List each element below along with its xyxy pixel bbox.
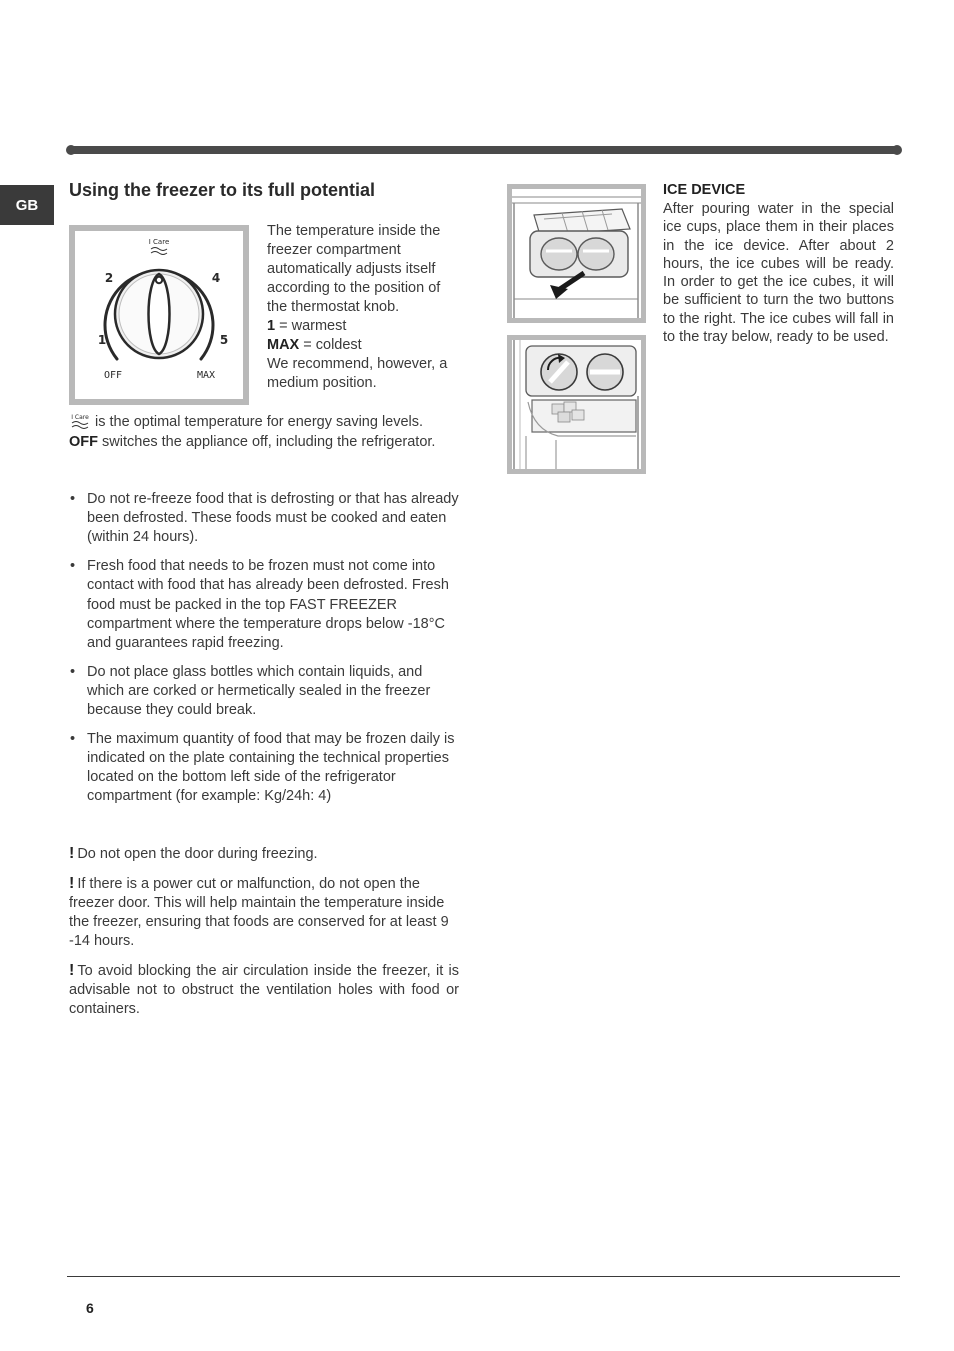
dial-mark-1: 1 [97, 333, 107, 347]
section-title: Using the freezer to its full potential [69, 180, 376, 200]
language-tab: GB [0, 185, 54, 225]
dial-mark-5: 5 [219, 333, 229, 347]
dial-grip [149, 274, 170, 354]
page-number: 6 [86, 1300, 94, 1316]
bottom-divider [67, 1276, 900, 1277]
off-key: OFF [69, 434, 98, 450]
icare-wave-icon [151, 248, 167, 251]
dial-off-label: OFF [103, 370, 123, 381]
warning-item [69, 874, 459, 952]
warning-item [69, 844, 459, 864]
dial-mark-4: 4 [211, 271, 221, 285]
dial-max-label: MAX [196, 370, 216, 381]
warnings [69, 844, 459, 1029]
warning-item [69, 961, 459, 1020]
ice-knobs-illustration [512, 340, 641, 469]
ice-knobs-figure [507, 335, 646, 474]
list-item: • Do not place glass bottles which contain liquids, and which are corked or hermetically sealed in the freezer because they could break. [69, 663, 459, 721]
icare-icon-label: I Care [71, 414, 89, 421]
thermostat-dial-illustration [75, 231, 243, 399]
thermostat-dial-figure [69, 225, 249, 405]
ice-device-title: ICE DEVICE [663, 182, 746, 198]
list-item: • The maximum quantity of food that may be frozen daily is indicated on the plate containing the technical properties located on the bottom left side of the refrigerator compartment (for example: Kg/24h: 4) [69, 730, 459, 807]
off-note-text: switches the appliance off, including the refrigerator. [98, 434, 436, 450]
ice-tray-figure [507, 184, 646, 323]
ice-knob-right [578, 238, 614, 270]
warning-text: To avoid blocking the air circulation inside the freezer, it is advisable not to obstruct the ventilation holes with food or containers. [69, 963, 459, 1018]
list-item: • Do not re-freeze food that is defrosting or that has already been defrosted. These foods must be cooked and eaten (within 24 hours). [69, 490, 459, 548]
recommend-text: We recommend, however, a medium position. [267, 356, 448, 391]
icare-wave-icon [151, 252, 167, 255]
intro-paragraph: The temperature inside the freezer compartment automatically adjusts itself according to the position of the thermostat knob. [267, 223, 441, 315]
list-item: • Fresh food that needs to be frozen must not come into contact with food that has already been defrosted. Fresh food must be packed in the top FAST FREEZER compartment where the temperature drops below -18°C and guarantees rapid freezing. [69, 557, 459, 653]
ice-cube [558, 412, 570, 422]
off-note [69, 432, 469, 452]
top-divider [68, 146, 900, 154]
warning-mark: ! [69, 962, 75, 980]
dial-mark-2: 2 [104, 271, 114, 285]
dial-icare-label: I Care [148, 238, 170, 246]
warning-text: If there is a power cut or malfunction, do not open the freezer door. This will help maintain the temperature inside the freezer, ensuring that foods are conserved for at least 9 -14 hours. [69, 875, 449, 950]
warning-mark: ! [69, 845, 75, 862]
warning-text: Do not open the door during freezing. [77, 846, 318, 862]
ice-cube [572, 410, 584, 420]
icare-note-text: is the optimal temperature for energy saving levels. [91, 414, 424, 430]
coldest-text: = coldest [299, 337, 362, 353]
ice-tray-illustration [512, 189, 641, 318]
ice-knob-left [541, 238, 577, 270]
thermostat-intro [267, 222, 462, 393]
warmest-text: = warmest [275, 318, 347, 334]
warmest-key: 1 [267, 318, 276, 334]
icare-note [69, 412, 469, 432]
icare-icon [69, 413, 91, 429]
ice-device-text: After pouring water in the special ice cups, place them in their places in the ice device. After about 2 hours, the ice cubes will be ready. In order to get the ice cubes, it will be sufficient to turn the two buttons to the right. The ice cubes will fall in to the tray below, ready to be used. [663, 201, 894, 346]
freezing-tips-list [69, 490, 459, 816]
coldest-key: MAX [267, 337, 300, 353]
warning-mark: ! [69, 874, 75, 892]
